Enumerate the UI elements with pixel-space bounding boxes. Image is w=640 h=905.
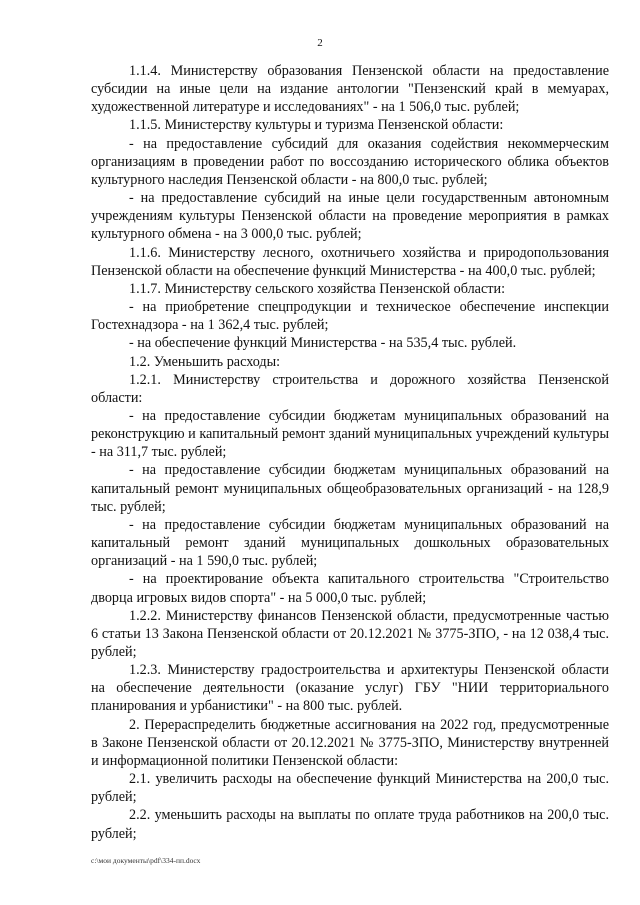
page-number: 2	[317, 37, 323, 49]
paragraph-1-1-5-item-1: - на предоставление субсидий для оказания содействия некоммерческим организациям в проведении работ по воссозданию исторического облика объектов культурного наследия Пензенской области - на 800,0 тыс. рублей;	[91, 135, 609, 188]
paragraph-1-2-2: 1.2.2. Министерству финансов Пензенской области, предусмотренные частью 6 статьи 13 Закона Пензенской области от 20.12.2021 № 3775-ЗПО, - на 12 038,4 тыс. рублей;	[91, 607, 609, 660]
paragraph-1-1-7-item-2: - на обеспечение функций Министерства - на 535,4 тыс. рублей.	[129, 335, 517, 352]
paragraph-1-1-4: 1.1.4. Министерству образования Пензенской области на предоставление субсидии на иные цели на издание антологии "Пензенский край в мемуарах, художественной литературе и исследованиях" - на 1 506,0 тыс. рублей;	[91, 63, 609, 116]
footer-file-path: c:\мои документы\pdf\334-пп.docx	[91, 856, 201, 865]
paragraph-2: 2. Перераспределить бюджетные ассигнования на 2022 год, предусмотренные в Законе Пензенской области от 20.12.2021 № 3775-ЗПО, Министерству внутренней и информационной политики Пензенской области:	[91, 716, 609, 769]
paragraph-1-2-1: 1.2.1. Министерству строительства и дорожного хозяйства Пензенской области:	[91, 371, 609, 406]
paragraph-1-1-6: 1.1.6. Министерству лесного, охотничьего хозяйства и природопользования Пензенской области на обеспечение функций Министерства - на 400,0 тыс. рублей;	[91, 244, 609, 279]
paragraph-1-1-5-item-2: - на предоставление субсидий на иные цели государственным автономным учреждениям культуры Пензенской области на проведение мероприятия в рамках культурного обмена - на 3 000,0 тыс. рублей;	[91, 190, 609, 243]
paragraph-1-1-5: 1.1.5. Министерству культуры и туризма Пензенской области:	[129, 117, 504, 134]
paragraph-1-2-1-item-3: - на предоставление субсидии бюджетам муниципальных образований на капитальный ремонт зданий муниципальных дошкольных образовательных организаций - на 1 590,0 тыс. рублей;	[91, 516, 609, 570]
paragraph-1-2-3: 1.2.3. Министерству градостроительства и архитектуры Пензенской области на обеспечение деятельности (оказание услуг) ГБУ "НИИ территориального планирования и урбанистики" - на 800 тыс. рублей.	[91, 662, 609, 715]
paragraph-1-2: 1.2. Уменьшить расходы:	[129, 353, 281, 370]
document-body	[91, 62, 609, 843]
paragraph-1-1-7: 1.1.7. Министерству сельского хозяйства Пензенской области:	[129, 280, 506, 297]
paragraph-2-1: 2.1. увеличить расходы на обеспечение функций Министерства на 200,0 тыс. рублей;	[91, 771, 609, 806]
paragraph-2-2: 2.2. уменьшить расходы на выплаты по оплате труда работников на 200,0 тыс. рублей;	[91, 807, 609, 842]
paragraph-1-2-1-item-2: - на предоставление субсидии бюджетам муниципальных образований на капитальный ремонт муниципальных общеобразовательных организаций - на 128,9 тыс. рублей;	[91, 462, 609, 515]
paragraph-1-1-7-item-1: - на приобретение спецпродукции и техническое обеспечение инспекции Гостехнадзора - на 1 362,4 тыс. рублей;	[91, 299, 609, 334]
paragraph-1-2-1-item-4: - на проектирование объекта капитального строительства "Строительство дворца игровых видов спорта" - на 5 000,0 тыс. рублей;	[91, 571, 609, 606]
paragraph-1-2-1-item-1: - на предоставление субсидии бюджетам муниципальных образований на реконструкцию и капитальный ремонт зданий муниципальных учреждений культуры - на 311,7 тыс. рублей;	[91, 407, 609, 461]
